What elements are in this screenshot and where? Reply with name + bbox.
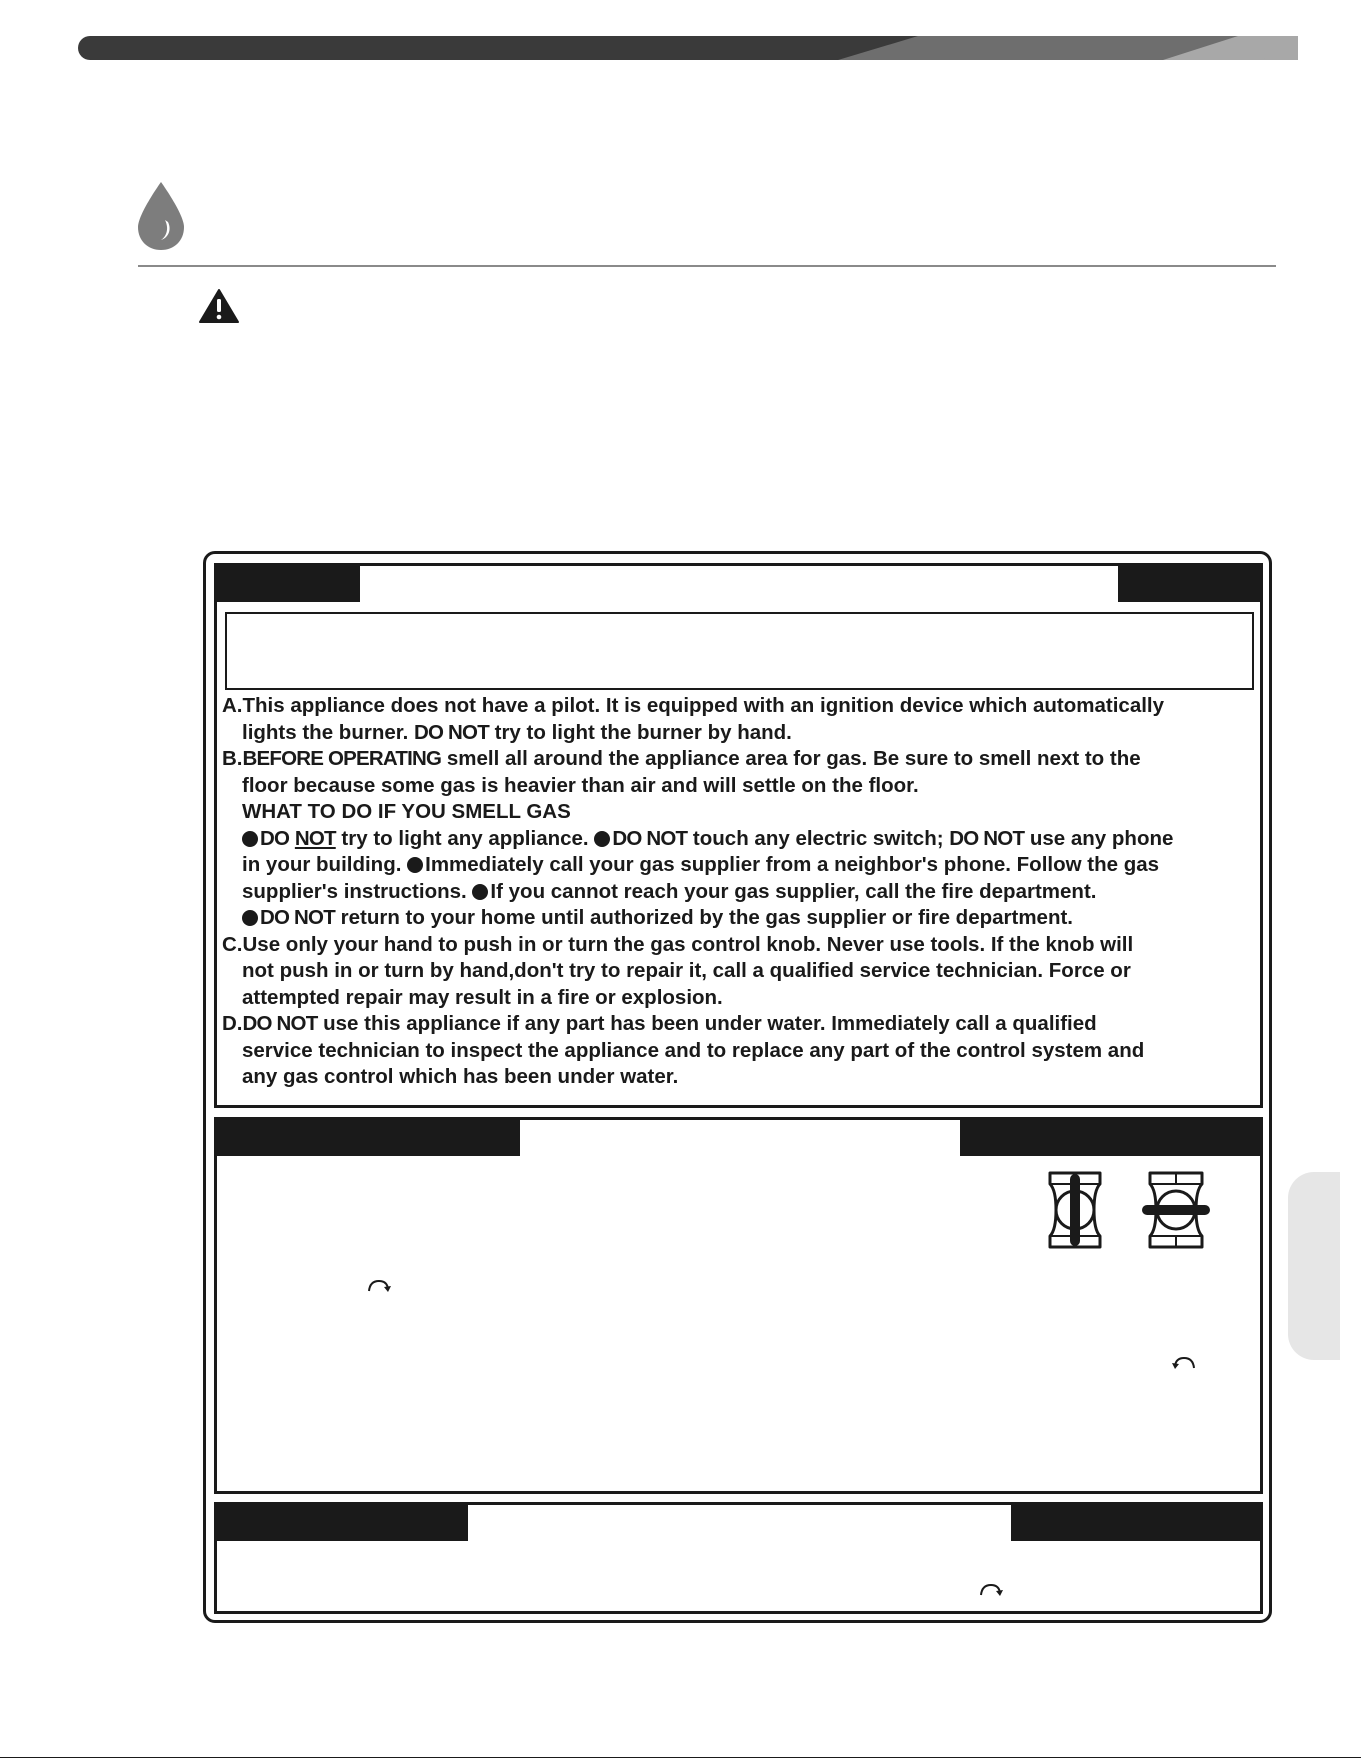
item-d-line2: service technician to inspect the appliance and to replace any part of the control system and [242, 1038, 1145, 1062]
header-band [78, 36, 1298, 60]
item-d-line3: any gas control which has been under water. [242, 1065, 679, 1088]
header-block-right [1118, 566, 1260, 602]
page-bottom-edge [0, 1757, 1361, 1758]
smell-gas-heading: WHAT TO DO IF YOU SMELL GAS [242, 800, 571, 823]
bullet-icon [594, 831, 610, 847]
header-block-left [217, 566, 360, 602]
bullet-icon [472, 884, 488, 900]
section-divider [138, 265, 1276, 267]
gas-knob-off-icon [1140, 1170, 1212, 1250]
item-b-bullets-line4: DO NOT return to your home until authorized by the gas supplier or fire department. [222, 905, 1262, 932]
item-a-line2: lights the burner. DO NOT try to light the burner by hand. [242, 720, 792, 744]
item-c-line3: attempted repair may result in a fire or explosion. [242, 985, 723, 1009]
turn-clockwise-icon [366, 1278, 392, 1294]
item-b-line1: B.BEFORE OPERATING smell all around the appliance area for gas. Be sure to smell next to the [222, 747, 1141, 770]
item-b-bullets-line1: DO NOT try to light any appliance. DO NOT touch any electric switch; DO NOT use any phone [222, 826, 1262, 853]
item-b-bullets-line2: in your building. Immediately call your gas supplier from a neighbor's phone. Follow the gas [242, 853, 1160, 876]
notice-box [225, 612, 1254, 690]
bullet-icon [407, 857, 423, 873]
header-block-left [217, 1120, 520, 1156]
item-c-line2: not push in or turn by hand,don't try to repair it, call a qualified service technician. Force or [242, 959, 1131, 982]
header-block-left [217, 1505, 468, 1541]
turn-counterclockwise-icon [1171, 1355, 1197, 1371]
gas-knob-on-icon [1044, 1170, 1106, 1250]
item-d-line1: D.DO NOT use this appliance if any part has been under water. Immediately call a qualified [222, 1012, 1097, 1035]
header-block-right [1011, 1505, 1260, 1541]
header-block-right [960, 1120, 1260, 1156]
item-c-line1: C.Use only your hand to push in or turn the gas control knob. Never use tools. If the knob will [222, 932, 1134, 956]
item-a-line1: A.This appliance does not have a pilot. It is equipped with an ignition device which automatically [222, 694, 1165, 717]
side-tab [1288, 1172, 1340, 1360]
item-b-bullets-line3: supplier's instructions. If you cannot reach your gas supplier, call the fire department. [242, 879, 1097, 903]
water-drop-icon [134, 180, 188, 252]
bullet-icon [242, 910, 258, 926]
turn-clockwise-icon [978, 1582, 1004, 1598]
warning-triangle-icon [198, 288, 240, 324]
item-b-line2: floor because some gas is heavier than air and will settle on the floor. [242, 773, 919, 797]
safety-instructions [222, 693, 1262, 1091]
bullet-icon [242, 831, 258, 847]
